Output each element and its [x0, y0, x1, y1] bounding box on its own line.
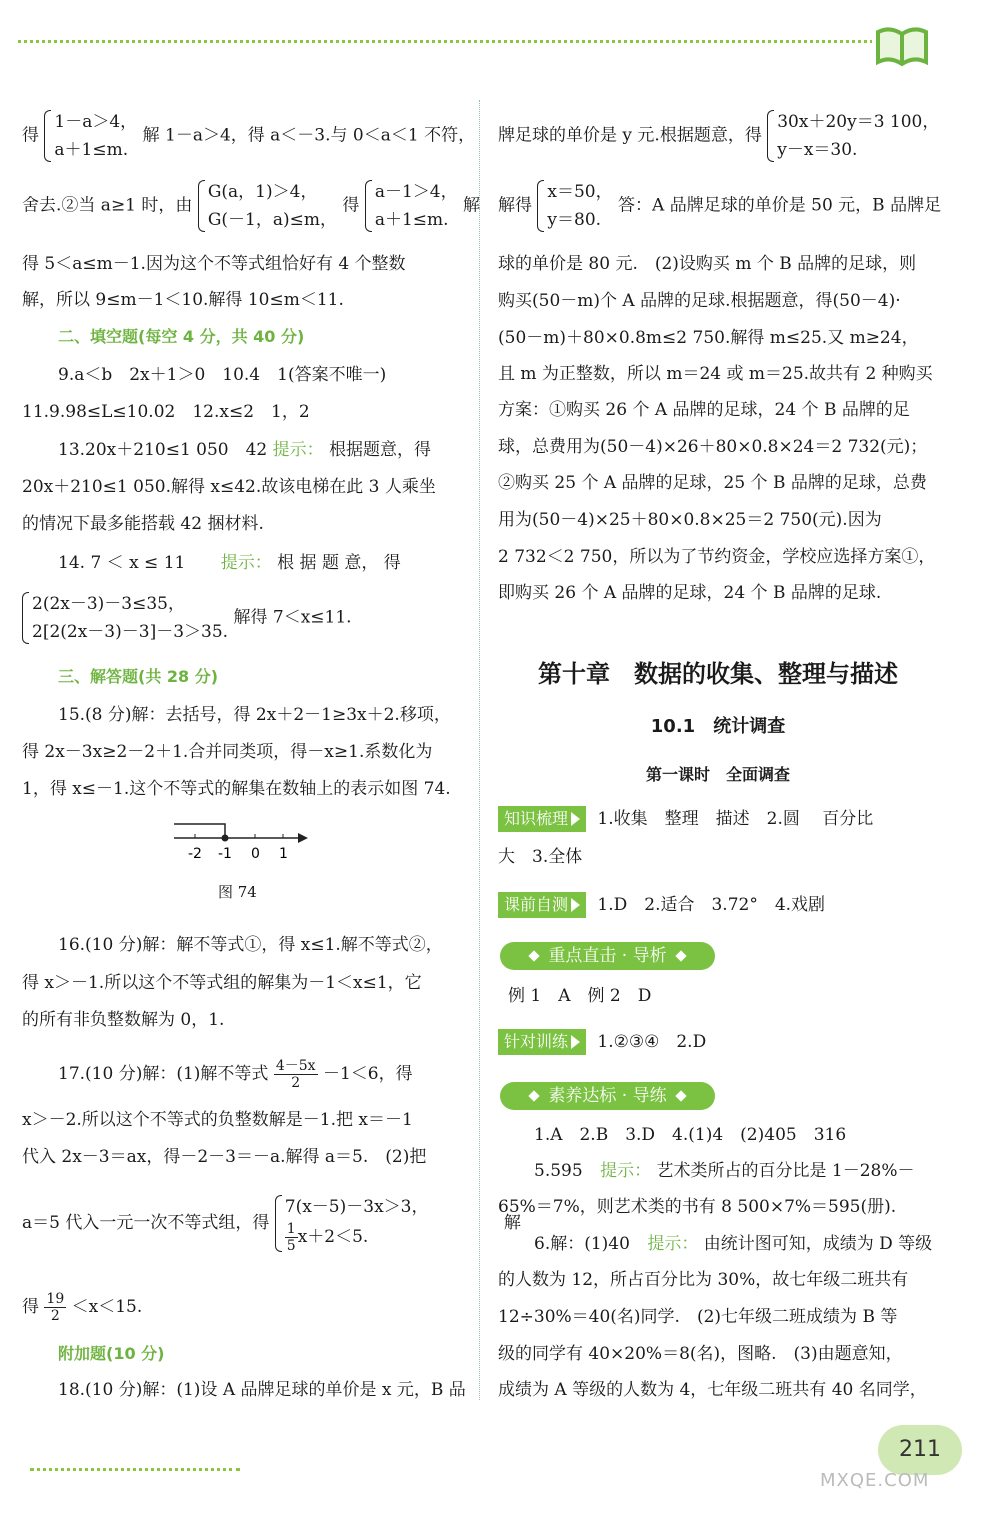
text: 由统计图可知，成绩为 D 等级	[703, 1234, 933, 1254]
numerator: 1	[286, 1221, 296, 1237]
watermark: MXQE.COM	[820, 1470, 930, 1491]
equation-line: 7(x－5)－3x＞3，	[284, 1197, 429, 1217]
answer-line: 1.A 2.B 3.D 4.(1)4 (2)405 316	[534, 1125, 847, 1145]
diamond-icon	[675, 950, 686, 961]
section-heading: 二、填空题(每空 4 分，共 40 分)	[58, 327, 305, 346]
inequality-system	[365, 178, 458, 234]
text-line: 65%＝7%，则艺术类的书有 8 500×7%＝595(册).	[498, 1197, 897, 1217]
inequality-system	[275, 1193, 429, 1254]
numerator: 4－5x	[275, 1058, 316, 1074]
text: 根 据 题 意， 得	[277, 553, 401, 573]
inequality-system	[44, 108, 137, 164]
text: ＜x＜15.	[71, 1297, 143, 1317]
text-line: 大 3.全体	[498, 847, 583, 867]
text: 17.(10 分)解：(1)解不等式	[58, 1064, 269, 1084]
text-line	[58, 1058, 413, 1091]
figure-caption: 图 74	[218, 883, 257, 901]
fraction	[44, 1291, 66, 1324]
text: 14. 7 ＜ x ≤ 11	[58, 553, 186, 573]
text: a＝5 代入一元一次不等式组，得	[22, 1213, 270, 1233]
text-line: 16.(10 分)解：解不等式①，得 x≤1.解不等式②，	[58, 935, 443, 955]
text-line: 得 x＞－1.所以这个不等式组的解集为－1＜x≤1，它	[22, 973, 422, 993]
section-title: 10.1 统计调查	[650, 716, 786, 737]
text-line	[22, 1193, 521, 1254]
text-line: 的所有非负整数解为 0，1.	[22, 1010, 225, 1030]
answer-line	[498, 892, 825, 918]
tick-label: 0	[251, 846, 260, 862]
text: 13.20x＋210≤1 050 42	[58, 440, 268, 460]
text: 解	[463, 195, 480, 216]
text: 5.595	[534, 1161, 583, 1181]
text: 舍去.②当 a≥1 时，由	[22, 195, 193, 216]
text: 1.D 2.适合 3.72° 4.戏剧	[597, 895, 826, 915]
answer-line: 11.9.98≤L≤10.02 12.x≤2 1，2	[22, 402, 310, 422]
text-line: 1，得 x≤－1.这个不等式的解集在数轴上的表示如图 74.	[22, 779, 451, 799]
tick-label: -1	[218, 846, 232, 862]
text-line: 得 2x－3x≥2－2＋1.合并同类项，得－x≥1.系数化为	[22, 742, 433, 762]
text-line: (50－m)＋80×0.8m≤2 750.解得 m≤25.又 m≥24，	[498, 328, 919, 348]
section-heading: 附加题(10 分)	[58, 1344, 165, 1363]
text: 解 1－a＞4，得 a＜－3.与 0＜a＜1 不符，	[142, 125, 476, 146]
equation-line: 1－a＞4，	[54, 112, 138, 132]
text-line: 用为(50－4)×25＋80×0.8×25＝2 750(元).因为	[498, 510, 882, 530]
text: 6.解：(1)40	[534, 1234, 630, 1254]
equation-line: y＝80.	[547, 210, 602, 230]
text-line: 级的同学有 40×20%＝8(名)，图略. (3)由题意知，	[498, 1344, 903, 1364]
text: 得	[22, 125, 39, 146]
section-banner	[500, 1082, 715, 1110]
text-line: 15.(8 分)解：去括号，得 2x＋2－1≥3x＋2.移项，	[58, 705, 451, 725]
text: 解	[503, 1213, 521, 1233]
text: －1＜6，得	[322, 1064, 413, 1084]
text: 1.②③④ 2.D	[597, 1032, 707, 1052]
inequality-system	[198, 178, 337, 234]
text: 1.收集 整理 描述 2.圆 百分比	[597, 809, 874, 829]
inequality-system	[22, 590, 228, 646]
diamond-icon	[675, 1090, 686, 1101]
text-line: 方案：①购买 26 个 A 品牌的足球，24 个 B 品牌的足	[498, 400, 910, 420]
text-line: 的人数为 12，所占百分比为 30%，故七年级二班共有	[498, 1270, 909, 1290]
text-line: 得 5＜a≤m－1.因为这个不等式组恰好有 4 个整数	[22, 254, 406, 274]
text: 艺术类所占的百分比是 1－28%－	[656, 1161, 915, 1181]
text-line: 代入 2x－3＝ax，得－2－3＝－a.解得 a＝5. (2)把	[22, 1147, 427, 1167]
answer-line	[498, 806, 873, 832]
text-line	[22, 1291, 142, 1324]
text: 得	[22, 1297, 39, 1317]
diamond-icon	[529, 950, 540, 961]
denominator: 5	[286, 1238, 296, 1254]
equation-system	[767, 108, 939, 164]
text-line: 且 m 为正整数，所以 m＝24 或 m＝25.故共有 2 种购买	[498, 364, 933, 384]
hint-label: 提示：	[220, 553, 272, 573]
equation-line: a＋1≤m.	[54, 140, 129, 160]
answer-line	[534, 1160, 915, 1182]
text-line	[498, 108, 939, 164]
text-line	[498, 178, 941, 234]
text-line: 购买(50－m)个 A 品牌的足球.根据题意，得(50－4)·	[498, 291, 901, 311]
tick-label: 1	[279, 846, 288, 862]
fraction	[285, 1221, 298, 1254]
self-test-tag: 课前自测	[498, 892, 586, 918]
equation-system	[537, 178, 612, 234]
text-line: 2 732＜2 750，所以为了节约资金，学校应选择方案①，	[498, 547, 936, 567]
equation-line	[285, 1221, 429, 1254]
answer-line	[498, 1029, 706, 1055]
text-line: 成绩为 A 等级的人数为 4，七年级二班共有 40 名同学，	[498, 1380, 927, 1400]
text-line: 即购买 26 个 A 品牌的足球，24 个 B 品牌的足球.	[498, 583, 882, 603]
text: 牌足球的单价是 y 元.根据题意，得	[498, 125, 762, 146]
text-line: ②购买 25 个 A 品牌的足球，25 个 B 品牌的足球，总费	[498, 473, 927, 493]
knowledge-tag: 知识梳理	[498, 806, 586, 832]
text: 得	[342, 195, 360, 216]
number-line-figure	[172, 812, 312, 862]
section-heading: 三、解答题(共 28 分)	[58, 667, 219, 686]
practice-tag: 针对训练	[498, 1029, 586, 1055]
text-line: 12÷30%＝40(名)同学. (2)七年级二班成绩为 B 等	[498, 1307, 898, 1327]
fraction	[274, 1058, 318, 1091]
equation-line: G(a，1)＞4，	[207, 182, 318, 202]
banner-text: 重点直击 · 导析	[548, 946, 667, 966]
denominator: 2	[50, 1308, 60, 1324]
diamond-icon	[529, 1090, 540, 1101]
equation-line: 2[2(2x－3)－3]－3＞35.	[32, 622, 229, 642]
book-icon	[872, 22, 932, 68]
footer-dotted-line	[30, 1468, 240, 1471]
page-number: 211	[878, 1425, 962, 1475]
text-line: 球的单价是 80 元. (2)设购买 m 个 B 品牌的足球，则	[498, 254, 917, 274]
equation-line: a－1＞4，	[374, 182, 458, 202]
text: 解得 7＜x≤11.	[233, 607, 352, 628]
answer-line	[58, 552, 401, 574]
equation-line: G(－1，a)≤m，	[207, 210, 337, 230]
text-line: x＞－2.所以这个不等式的负整数解是－1.把 x＝－1	[22, 1110, 413, 1130]
header-dotted-line	[18, 40, 873, 43]
text: 答：A 品牌足球的单价是 50 元，B 品牌足	[618, 195, 942, 216]
text: 解得	[498, 195, 532, 216]
text: x＋2＜5.	[297, 1227, 369, 1247]
equation-line: 2(2x－3)－3≤35，	[32, 594, 185, 614]
equation-line: a＋1≤m.	[374, 210, 449, 230]
answer-line	[58, 439, 431, 461]
answer-line: 9.a＜b 2x＋1＞0 10.4 1(答案不唯一)	[58, 365, 387, 385]
hint-label: 提示：	[272, 440, 324, 460]
tick-label: -2	[188, 846, 202, 862]
banner-text: 素养达标 · 导练	[548, 1086, 667, 1106]
text-line: 球，总费用为(50－4)×26＋80×0.8×24＝2 732(元)；	[498, 437, 928, 457]
hint-label: 提示：	[600, 1161, 652, 1181]
equation-line: y－x＝30.	[777, 140, 858, 160]
chapter-title: 第十章 数据的收集、整理与描述	[538, 660, 898, 688]
hint-label: 提示：	[647, 1234, 699, 1254]
text-line	[22, 178, 480, 234]
text-line: 的情况下最多能搭载 42 捆材料.	[22, 514, 264, 534]
text-line: 18.(10 分)解：(1)设 A 品牌足球的单价是 x 元，B 品	[58, 1380, 466, 1400]
answer-line: 例 1 A 例 2 D	[508, 986, 652, 1006]
section-banner	[500, 942, 715, 970]
numerator: 19	[46, 1291, 65, 1307]
text-line	[22, 590, 352, 646]
equation-line: 30x＋20y＝3 100，	[777, 112, 940, 132]
lesson-title: 第一课时 全面调查	[645, 765, 790, 784]
answer-line	[534, 1233, 932, 1255]
text-line: 解，所以 9≤m－1＜10.解得 10≤m＜11.	[22, 290, 344, 310]
denominator: 2	[291, 1075, 301, 1091]
equation-line: x＝50，	[547, 182, 613, 202]
text-line	[22, 108, 475, 164]
text-line: 20x＋210≤1 050.解得 x≤42.故该电梯在此 3 人乘坐	[22, 477, 436, 497]
text: 根据题意，得	[329, 440, 432, 460]
